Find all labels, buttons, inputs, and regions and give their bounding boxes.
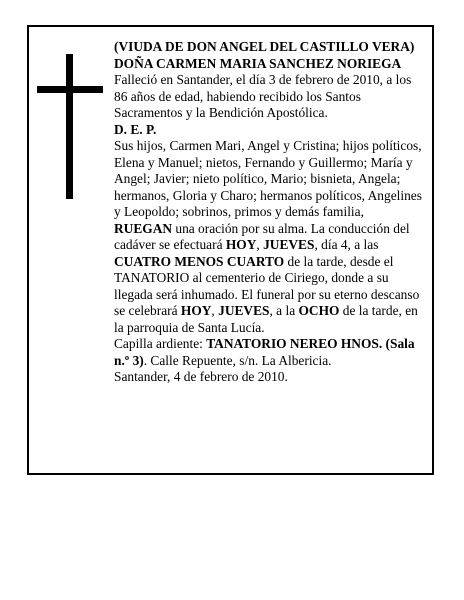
cross-vertical-bar	[66, 54, 73, 199]
church-text: de la tarde, en la parroquia de Santa Lucía.	[114, 303, 418, 335]
date-line: Santander, 4 de febrero de 2010.	[114, 369, 288, 384]
time-text-1: CUATRO MENOS CUARTO	[114, 253, 285, 269]
ceremony-paragraph	[114, 221, 426, 337]
jueves-text-2: JUEVES	[218, 303, 270, 318]
hoy-text-1: HOY	[225, 237, 257, 252]
rip-text: D. E. P.	[114, 121, 157, 137]
prayer-text: una oración por su alma. La conducción del cadáver se efectuará	[114, 220, 410, 252]
chapel-label: Capilla ardiente:	[114, 336, 207, 351]
obituary-text	[114, 39, 426, 386]
cross-icon	[37, 54, 103, 199]
death-paragraph: Falleció en Santander, el día 3 de febrero de 2010, a los 86 años de edad, habiendo recibido los Santos Sacramentos y la Bendición Apostólica.	[114, 72, 412, 120]
at-text: , a la	[269, 303, 299, 318]
chapel-name: TANATORIO NEREO HNOS. (Sala n.º 3)	[114, 336, 415, 368]
jueves-text-1: JUEVES	[263, 237, 315, 252]
chapel-address: . Calle Repuente, s/n. La Albericia.	[143, 352, 332, 368]
time-text-2: OCHO	[298, 303, 340, 318]
rip-line	[114, 122, 426, 139]
deceased-name	[114, 56, 426, 73]
cross-horizontal-bar	[37, 86, 103, 93]
separator-2: ,	[211, 303, 219, 318]
day-text: , día 4, a las	[314, 237, 379, 252]
widow-header	[114, 39, 426, 56]
afternoon-text: de la tarde, desde el TANATORIO al cementerio de Ciriego, donde a su llegada será inhumado. El funeral por su eterno descanso se celebrará	[114, 253, 420, 318]
ruegan-text: RUEGAN	[114, 220, 173, 236]
obituary-notice	[27, 25, 434, 475]
chapel-paragraph	[114, 336, 426, 369]
widow-header-text: (VIUDA DE DON ANGEL DEL CASTILLO VERA)	[114, 39, 415, 54]
family-paragraph: Sus hijos, Carmen Mari, Angel y Cristina; hijos políticos, Elena y Manuel; nietos, Fernando y Guillermo; María y Angel; Javier; nieto político, Mario; bisnieta, Angela; hermanos, Gloria y Charo; hermanos políticos, Angelines y Leopoldo; sobrinos, primos y demás familia,	[114, 138, 422, 219]
hoy-text-2: HOY	[180, 303, 212, 318]
separator-1: ,	[256, 237, 264, 252]
deceased-name-text: DOÑA CARMEN MARIA SANCHEZ NORIEGA	[114, 55, 402, 71]
